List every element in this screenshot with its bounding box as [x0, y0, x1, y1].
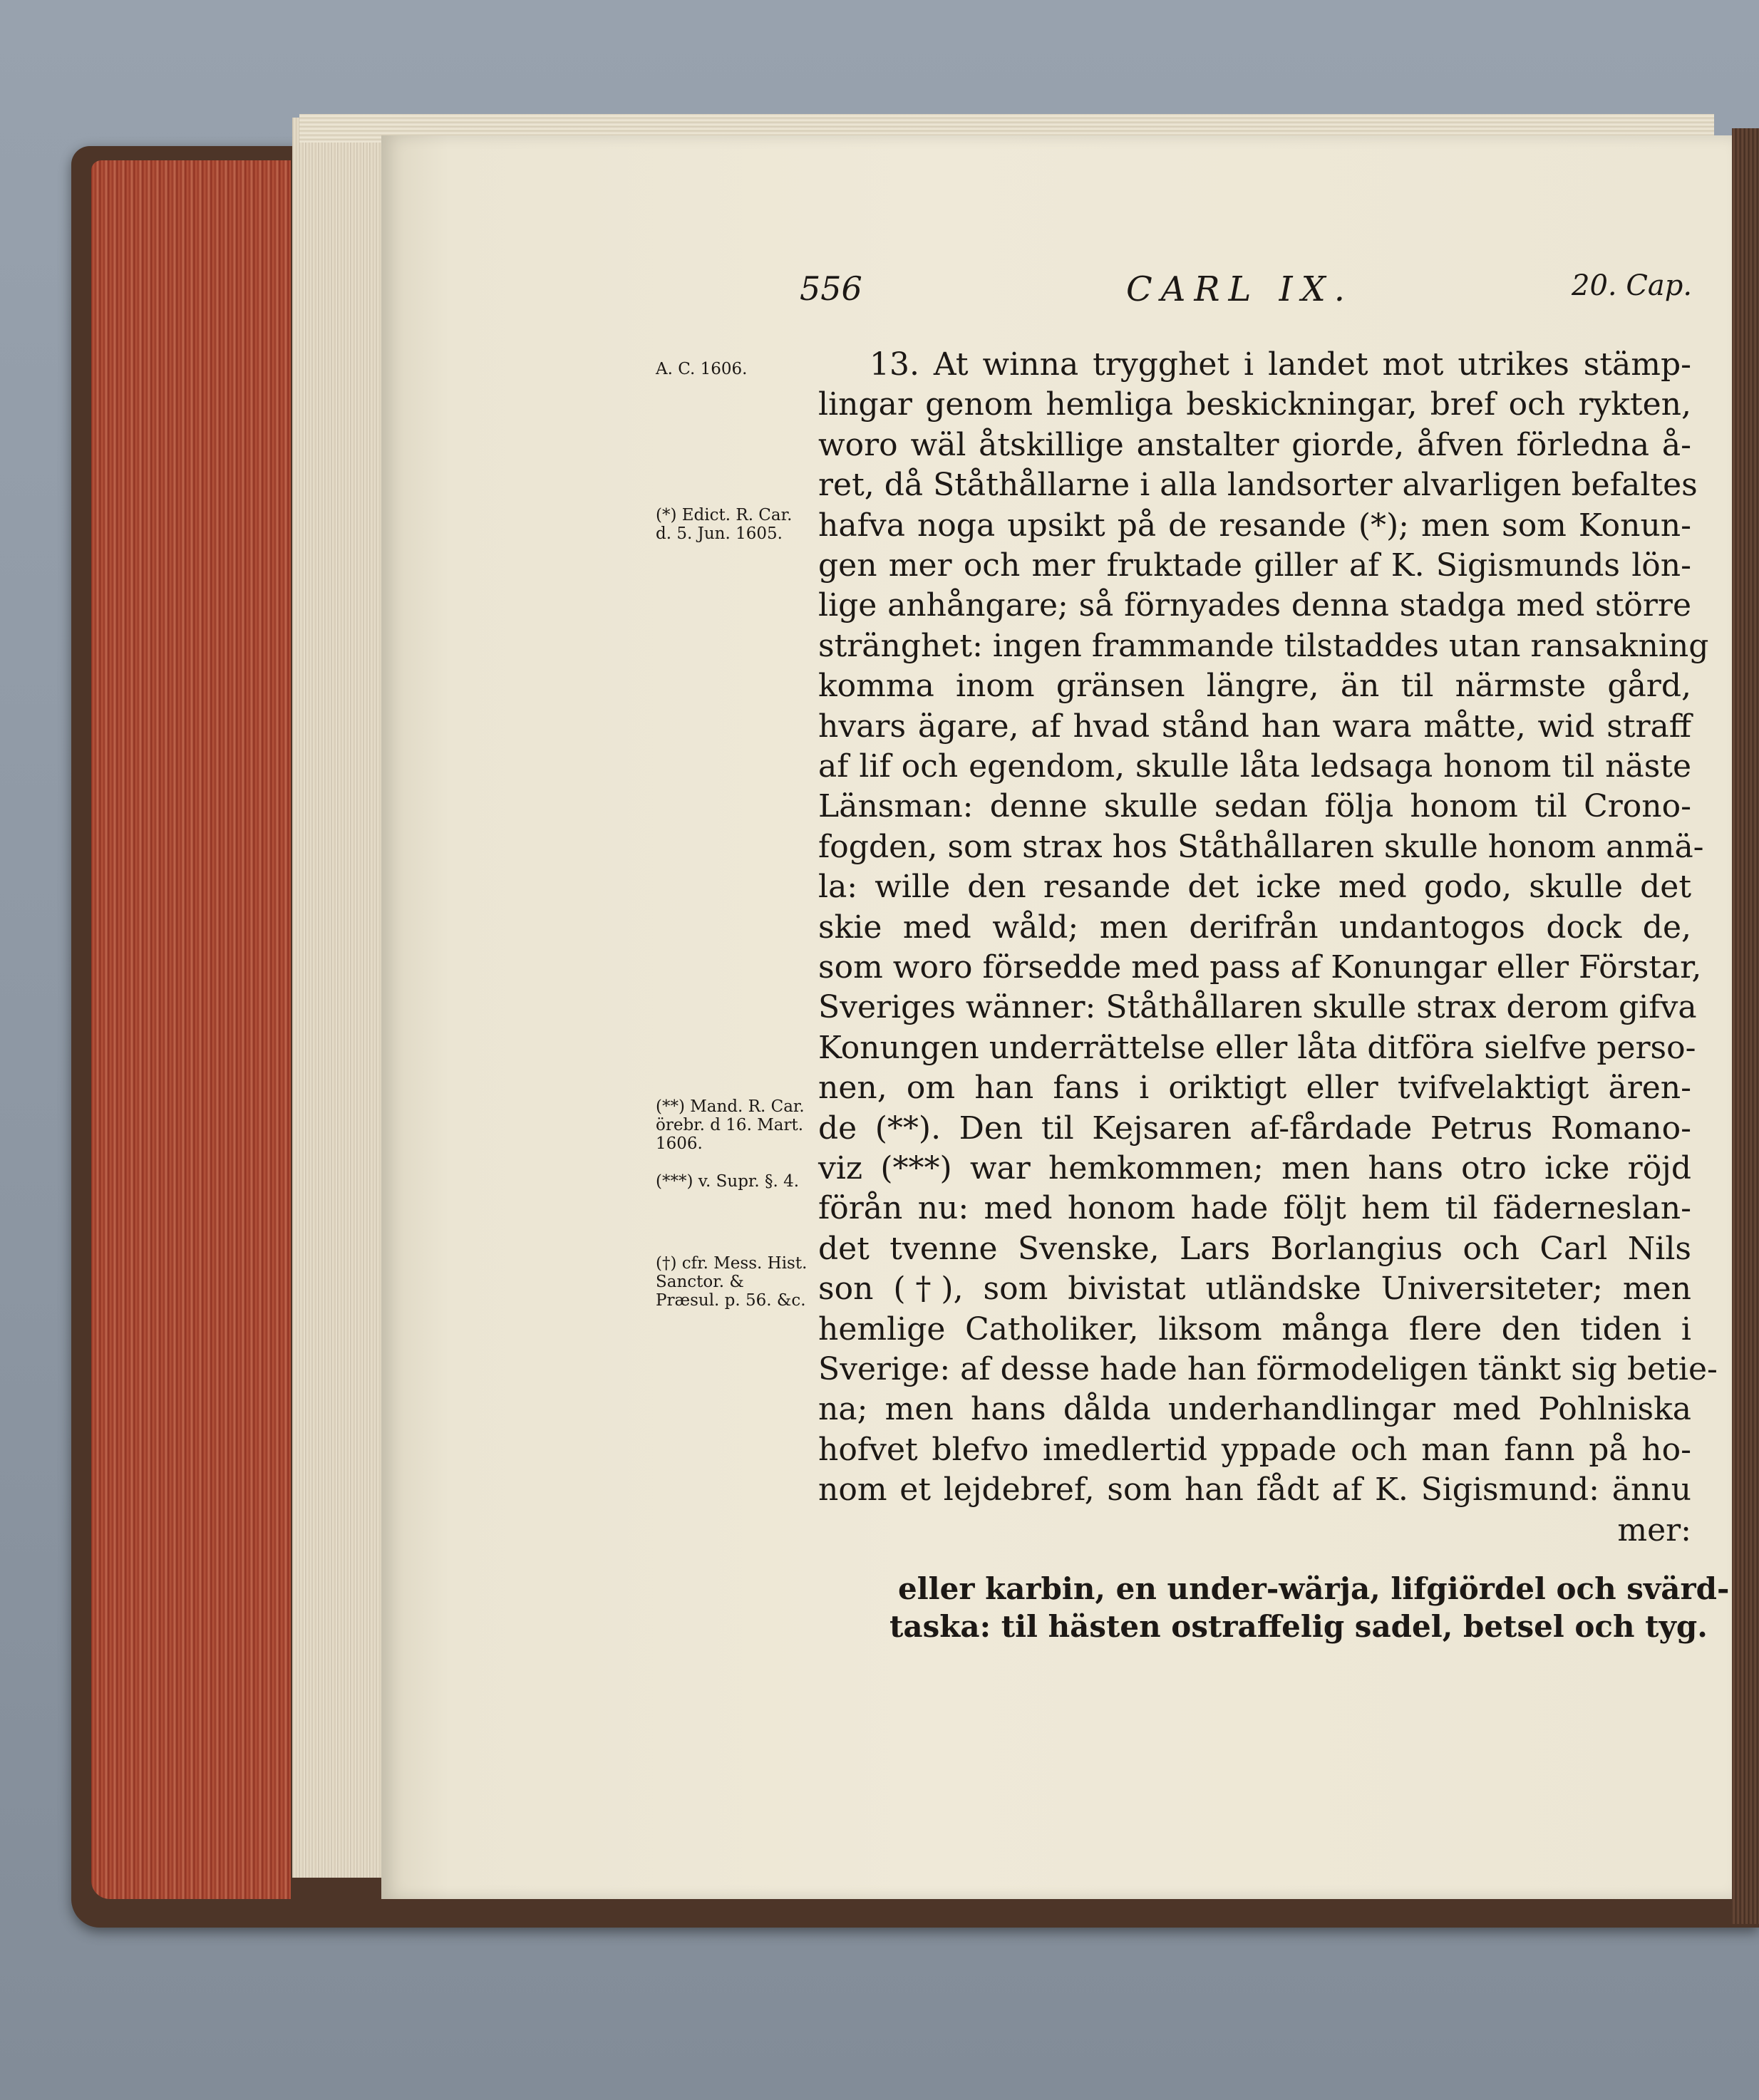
body-line: det tvenne Svenske, Lars Borlangius och Carl Nils — [818, 1231, 1691, 1267]
body-line: hofvet blefvo imedlertid yppade och man fann på ho- — [818, 1432, 1691, 1468]
margin-note-mandate: (**) Mand. R. Car. örebr. d 16. Mart. 1606. — [656, 1097, 805, 1153]
body-line: na; men hans dålda underhandlingar med Pohlniska — [818, 1391, 1691, 1427]
footnote-line: eller karbin, en under-wärja, lifgiördel och svärd- — [898, 1571, 1730, 1606]
margin-note-year: A. C. 1606. — [656, 360, 748, 378]
body-line: nen, om han fans i oriktigt eller tvifvelaktigt ären- — [818, 1070, 1691, 1106]
book-spine-right — [1732, 128, 1759, 1924]
body-line: woro wäl åtskillige anstalter giorde, åfven förledna å- — [818, 427, 1691, 463]
footnote-line: taska: til hästen ostraffelig sadel, betsel och tyg. — [889, 1609, 1708, 1644]
body-line: Sverige: af desse hade han förmodeligen tänkt sig betie- — [818, 1351, 1718, 1387]
body-line: skie med wåld; men derifrån undantogos dock de, — [818, 909, 1691, 946]
body-line: förån nu: med honom hade följt hem til fäderneslan- — [818, 1190, 1691, 1226]
body-line: Sveriges wänner: Ståthållaren skulle strax derom gifva — [818, 989, 1697, 1025]
body-line: Länsman: denne skulle sedan följa honom til Crono- — [818, 788, 1691, 824]
body-line: stränghet: ingen frammande tilstaddes utan ransakning — [818, 628, 1709, 664]
body-line: viz (***) war hemkommen; men hans otro icke röjd — [818, 1150, 1691, 1186]
body-line: gen mer och mer fruktade giller af K. Sigismunds lön- — [818, 547, 1691, 584]
page-number: 556 — [800, 269, 862, 308]
margin-note-hist: (†) cfr. Mess. Hist. Sanctor. & Præsul. p. 56. &c. — [656, 1254, 808, 1310]
margin-note-edict: (*) Edict. R. Car. d. 5. Jun. 1605. — [656, 506, 793, 543]
body-line: hvars ägare, af hvad stånd han wara måtte, wid straff — [818, 708, 1691, 745]
running-title: CARL IX. — [1126, 269, 1354, 309]
red-page-edges — [91, 160, 291, 1899]
body-line: af lif och egendom, skulle låta ledsaga honom til näste — [818, 748, 1691, 785]
body-line: lige anhångare; så förnyades denna stadga med större — [818, 587, 1691, 624]
body-line: hafva noga upsikt på de resande (*); men som Konun- — [818, 507, 1691, 544]
body-line: son (†), som bivistat utländske Universiteter; men — [818, 1271, 1691, 1307]
body-line: Konungen underrättelse eller låta ditföra sielfve perso- — [818, 1030, 1696, 1066]
body-line: lingar genom hemliga beskickningar, bref och rykten, — [818, 386, 1691, 423]
margin-note-supra: (***) v. Supr. §. 4. — [656, 1172, 800, 1191]
body-line: nom et lejdebref, som han fådt af K. Sigismund: ännu — [818, 1471, 1691, 1508]
body-line: komma inom gränsen längre, än til närmste gård, — [818, 668, 1691, 704]
body-line: hemlige Catholiker, liksom många flere den tiden i — [818, 1311, 1691, 1348]
body-line: som woro försedde med pass af Konungar eller Förstar, — [818, 949, 1702, 986]
body-line: 13. At winna trygghet i landet mot utrikes stämp- — [870, 346, 1691, 383]
body-line: ret, då Ståthållarne i alla landsorter alvarligen befaltes — [818, 467, 1698, 503]
body-line: fogden, som strax hos Ståthållaren skulle honom anmä- — [818, 829, 1704, 865]
body-line: de (**). Den til Kejsaren af-fårdade Petrus Romano- — [818, 1110, 1691, 1147]
body-line: la: wille den resande det icke med godo, skulle det — [818, 869, 1691, 905]
chapter-label: 20. Cap. — [1572, 269, 1693, 302]
body-line: mer: — [1617, 1512, 1691, 1548]
